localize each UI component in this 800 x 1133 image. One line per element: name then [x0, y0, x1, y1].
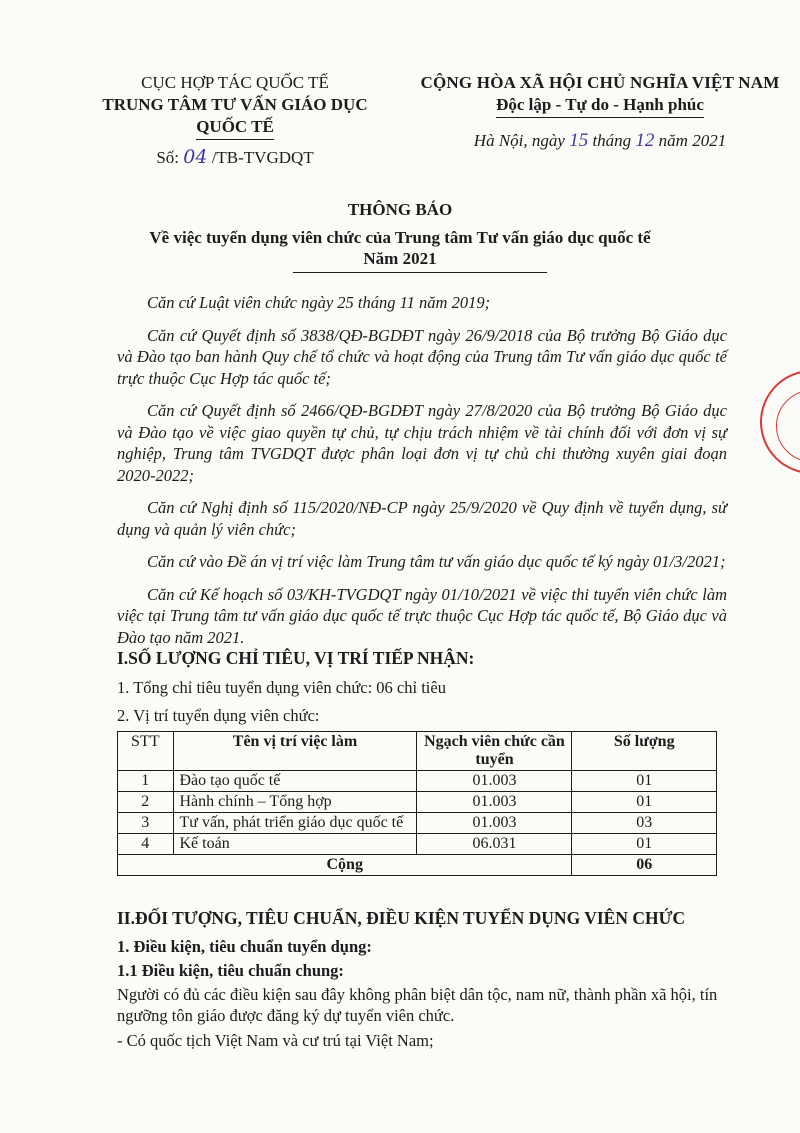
cell-grade: 01.003 [417, 771, 572, 792]
section-2-sub-1-1: 1.1 Điều kiện, tiêu chuẩn chung: [117, 961, 344, 980]
date-day: 15 [569, 130, 589, 151]
title-divider [293, 272, 547, 273]
header-grade: Ngạch viên chức cần tuyển [417, 732, 572, 771]
date-month: 12 [635, 130, 655, 151]
cell-grade: 01.003 [417, 792, 572, 813]
positions-table [117, 731, 717, 876]
section-1-item-1: 1. Tổng chỉ tiêu tuyển dụng viên chức: 06 chỉ tiêu [117, 678, 446, 697]
section-2-heading: II.ĐỐI TƯỢNG, TIÊU CHUẨN, ĐIỀU KIỆN TUYỂN DỤNG VIÊN CHỨC [117, 908, 686, 928]
legal-bases [117, 292, 727, 659]
agency-line-3: QUỐC TẾ [196, 116, 274, 140]
table-header-row [118, 732, 717, 771]
issue-date [400, 130, 800, 152]
number-suffix: /TB-TVGDQT [211, 148, 314, 167]
legal-basis-5: Căn cứ vào Đề án vị trí việc làm Trung tâm tư vấn giáo dục quốc tế ký ngày 01/3/2021; [147, 552, 726, 571]
table-row [118, 792, 717, 813]
cell-quantity: 03 [572, 813, 717, 834]
country-motto: Độc lập - Tự do - Hạnh phúc [496, 94, 704, 118]
legal-basis-6: Căn cứ Kế hoạch số 03/KH-TVGDQT ngày 01/10/2021 về việc thi tuyển viên chức làm việc tại Trung tâm tư vấn giáo dục quốc tế trực thuộc Cục Hợp tác quốc tế, Bộ Giáo dục và Đào tạo năm 2021. [117, 584, 727, 647]
cell-position: Hành chính – Tổng hợp [173, 792, 417, 813]
legal-basis-3: Căn cứ Quyết định số 2466/QĐ-BGDĐT ngày 27/8/2020 của Bộ trưởng Bộ Giáo dục và Đào tạo về việc giao quyền tự chủ, tự chịu trách nhiệm về tài chính đối với đơn vị sự nghiệp, Trung tâm TVGDQT được phân loại đơn vị tự chủ chi thường xuyên giai đoạn 2020-2022; [117, 401, 727, 485]
table-total-row [118, 855, 717, 876]
section-2-sub-1: 1. Điều kiện, tiêu chuẩn tuyển dụng: [117, 937, 372, 956]
legal-basis-4: Căn cứ Nghị định số 115/2020/NĐ-CP ngày 25/9/2020 về Quy định về tuyển dụng, sử dụng và quản lý viên chức; [117, 498, 727, 539]
document-year: Năm 2021 [363, 249, 437, 268]
table-row [118, 813, 717, 834]
cell-grade: 06.031 [417, 834, 572, 855]
cell-quantity: 01 [572, 792, 717, 813]
cell-position: Kế toán [173, 834, 417, 855]
agency-line-2: TRUNG TÂM TƯ VẤN GIÁO DỤC [102, 95, 368, 114]
header-position: Tên vị trí việc làm [173, 732, 417, 771]
date-year: năm 2021 [658, 131, 727, 150]
cell-stt: 3 [118, 813, 174, 834]
legal-basis-1: Căn cứ Luật viên chức ngày 25 tháng 11 năm 2019; [147, 293, 491, 312]
section-1-heading: I.SỐ LƯỢNG CHỈ TIÊU, VỊ TRÍ TIẾP NHẬN: [117, 648, 475, 668]
cell-grade: 01.003 [417, 813, 572, 834]
cell-position: Đào tạo quốc tế [173, 771, 417, 792]
header-stt: STT [118, 732, 174, 771]
total-label: Cộng [118, 855, 572, 876]
document-number [85, 146, 385, 169]
cell-position: Tư vấn, phát triển giáo dục quốc tế [173, 813, 417, 834]
table-row [118, 771, 717, 792]
country-header [400, 72, 800, 152]
date-prefix: Hà Nội, ngày [473, 131, 565, 150]
cell-quantity: 01 [572, 834, 717, 855]
document-subtitle: Về việc tuyển dụng viên chức của Trung tâm Tư vấn giáo dục quốc tế [149, 228, 651, 247]
section-1-item-2: 2. Vị trí tuyển dụng viên chức: [117, 706, 320, 725]
number-handwritten: 04 [183, 146, 208, 168]
number-prefix: Số: [156, 148, 179, 167]
country-name: CỘNG HÒA XÃ HỘI CHỦ NGHĨA VIỆT NAM [420, 73, 780, 92]
total-value: 06 [572, 855, 717, 876]
section-2-paragraph: Người có đủ các điều kiện sau đây không phân biệt dân tộc, nam nữ, thành phần xã hội, tín ngưỡng tôn giáo được đăng ký dự tuyển viên chức. [117, 985, 718, 1025]
table-row [118, 834, 717, 855]
agency-header [85, 72, 385, 169]
section-2-bullet-1: - Có quốc tịch Việt Nam và cư trú tại Việt Nam; [117, 1031, 434, 1050]
cell-stt: 2 [118, 792, 174, 813]
agency-line-1: CỤC HỢP TÁC QUỐC TẾ [141, 73, 329, 92]
header-quantity: Số lượng [572, 732, 717, 771]
date-month-label: tháng [592, 131, 632, 150]
cell-stt: 1 [118, 771, 174, 792]
legal-basis-2: Căn cứ Quyết định số 3838/QĐ-BGDĐT ngày 26/9/2018 của Bộ trưởng Bộ Giáo dục và Đào tạo ban hành Quy chế tổ chức và hoạt động của Trung tâm Tư vấn giáo dục quốc tế trực thuộc Cục Hợp tác quốc tế; [117, 325, 727, 388]
document-title: THÔNG BÁO [347, 200, 453, 219]
cell-stt: 4 [118, 834, 174, 855]
cell-quantity: 01 [572, 771, 717, 792]
section-2 [117, 908, 757, 1051]
